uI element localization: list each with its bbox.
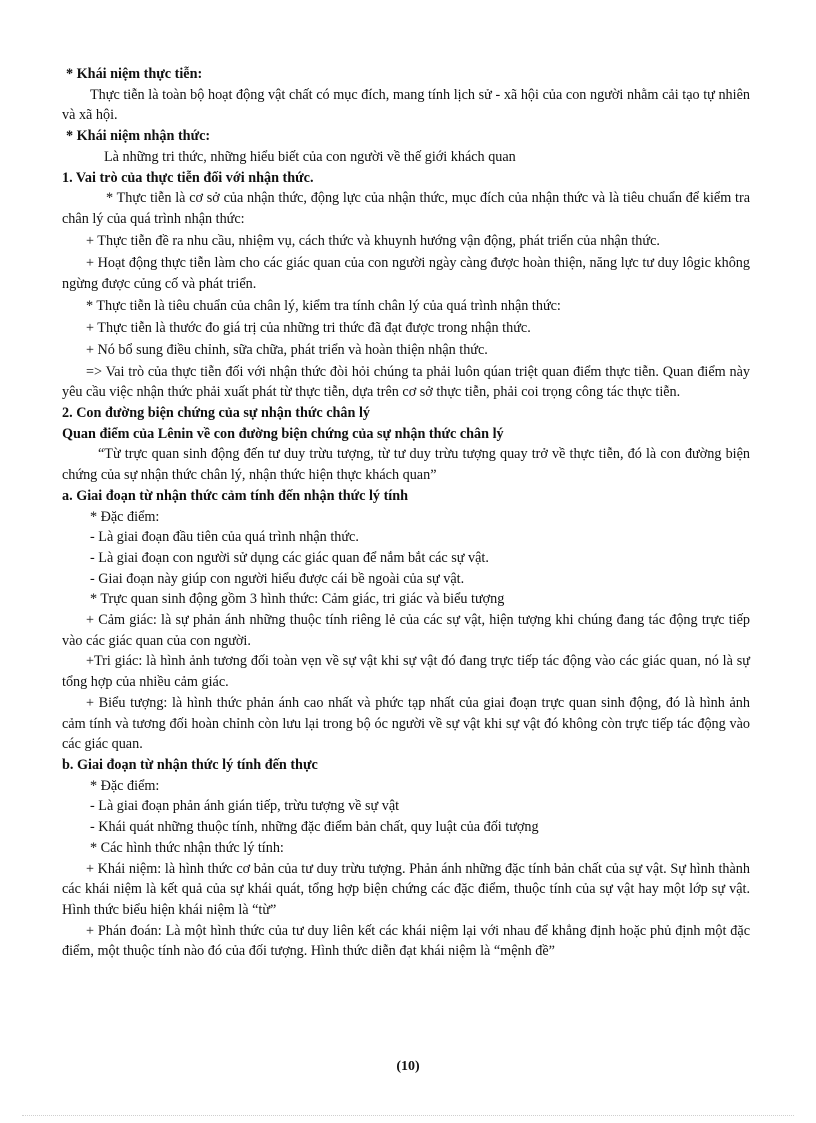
heading-stage-a: a. Giai đoạn từ nhận thức cảm tính đến nhận thức lý tính — [62, 487, 409, 504]
list-item-rational-forms: * Các hình thức nhận thức lý tính: — [90, 839, 284, 856]
heading-practice-concept: * Khái niệm thực tiễn: — [66, 66, 203, 82]
list-item-appearance: - Giai đoạn này giúp con người hiểu được cái bề ngoài của sự vật. — [90, 570, 465, 587]
paragraph-conclusion: => Vai trò của thực tiễn đối với nhận thức đòi hỏi chúng ta phải luôn qúan triệt quan điểm thực tiễn. Quan điểm này yêu cầu việc nhận thức phải xuất phát từ thực tiễn, dựa trên cơ sở thực tiễn, phải coi trọng công tác thực tiễn. — [62, 363, 750, 401]
bullet-needs: + Thực tiễn đề ra nhu cầu, nhiệm vụ, cách thức và khuynh hướng vận động, phát triển của nhận thức. — [86, 232, 660, 249]
heading-section-1: 1. Vai trò của thực tiễn đối với nhận thức. — [62, 169, 314, 186]
paragraph-practice-definition: Thực tiễn là toàn bộ hoạt động vật chất có mục đích, mang tính lịch sử - xã hội của con người nhằm cải tạo tự nhiên và xã hội. — [62, 86, 750, 124]
list-item-senses-stage: - Là giai đoạn con người sử dụng các giác quan để nắm bắt các sự vật. — [90, 549, 489, 566]
bullet-sensation: + Cảm giác: là sự phản ánh những thuộc tính riêng lẻ của các sự vật, hiện tượng khi chúng đang tác động trực tiếp vào các giác quan của con người. — [62, 612, 750, 649]
list-item-generalize: - Khái quát những thuộc tính, những đặc điểm bản chất, quy luật của đối tượng — [90, 819, 539, 836]
label-characteristics-a: * Đặc điểm: — [90, 508, 160, 525]
label-characteristics-b: * Đặc điểm: — [90, 777, 160, 794]
paragraph-cognition-definition: Là những tri thức, những hiểu biết của con người về thế giới khách quan — [104, 148, 516, 165]
heading-lenin-view: Quan điểm của Lênin về con đường biện chứng của sự nhận thức chân lý — [62, 425, 504, 442]
list-item-indirect: - Là giai đoạn phản ánh gián tiếp, trừu tượng về sự vật — [90, 798, 400, 815]
paragraph-practice-role: * Thực tiễn là cơ sở của nhận thức, động lực của nhận thức, mục đích của nhận thức và là tiêu chuẩn để kiểm tra chân lý của quá trình nhận thức: — [62, 190, 750, 227]
heading-section-2: 2. Con đường biện chứng của sự nhận thức chân lý — [62, 405, 371, 422]
bullet-representation: + Biểu tượng: là hình thức phản ánh cao nhất và phức tạp nhất của giai đoạn trực quan sinh động, đó là hình ảnh cảm tính và tương đối hoàn chỉnh còn lưu lại trong bộ óc người về sự vật khi sự vật đó không còn trực tiếp tác động vào các giác quan. — [62, 694, 750, 753]
list-item-three-forms: * Trực quan sinh động gồm 3 hình thức: Cảm giác, tri giác và biểu tượng — [90, 591, 505, 608]
heading-cognition-concept: * Khái niệm nhận thức: — [66, 128, 211, 145]
bullet-concept: + Khái niệm: là hình thức cơ bản của tư duy trừu tượng. Phản ánh những đặc tính bản chất của sự vật. Sự hình thành các khái niệm là kết quả của sự khái quát, tổng hợp biện chứng các đặc điểm, thuộc tính của sự vật hay một lớp sự vật. Hình thức biểu hiện khái niệm là “từ” — [62, 860, 750, 918]
page-number: (10) — [396, 1059, 420, 1074]
bullet-perception: +Tri giác: là hình ảnh tương đối toàn vẹn về sự vật khi sự vật đó đang trực tiếp tác động vào các giác quan, nó là sự tổng hợp của nhiều cảm giác. — [62, 653, 750, 691]
footer-divider — [22, 1115, 794, 1116]
list-item-first-stage: - Là giai đoạn đầu tiên của quá trình nhận thức. — [90, 529, 359, 546]
bullet-judgment: + Phán đoán: Là một hình thức của tư duy liên kết các khái niệm lại với nhau để khẳng định hoặc phủ định một đặc điểm, một thuộc tính nào đó của đối tượng. Hình thức diễn đạt khái niệm là “mệnh đề” — [62, 922, 750, 960]
bullet-measure: + Thực tiễn là thước đo giá trị của những tri thức đã đạt được trong nhận thức. — [86, 319, 531, 336]
page-content — [62, 64, 750, 962]
bullet-truth-standard: * Thực tiễn là tiêu chuẩn của chân lý, kiểm tra tính chân lý của quá trình nhận thức: — [86, 297, 561, 314]
quote-lenin: “Từ trực quan sinh động đến tư duy trừu tượng, từ tư duy trừu tượng quay trở về thực tiễn, đó là con đường biện chứng của sự nhận thức chân lý, nhận thức hiện thực khách quan” — [62, 446, 750, 484]
bullet-supplement: + Nó bổ sung điều chỉnh, sữa chữa, phát triển và hoàn thiện nhận thức. — [86, 341, 488, 358]
bullet-senses: + Hoạt động thực tiễn làm cho các giác quan của con người ngày càng được hoàn thiện, năng lực tư duy lôgic không ngừng được củng cố và phát triển. — [62, 254, 750, 292]
heading-stage-b: b. Giai đoạn từ nhận thức lý tính đến thực — [62, 756, 318, 773]
